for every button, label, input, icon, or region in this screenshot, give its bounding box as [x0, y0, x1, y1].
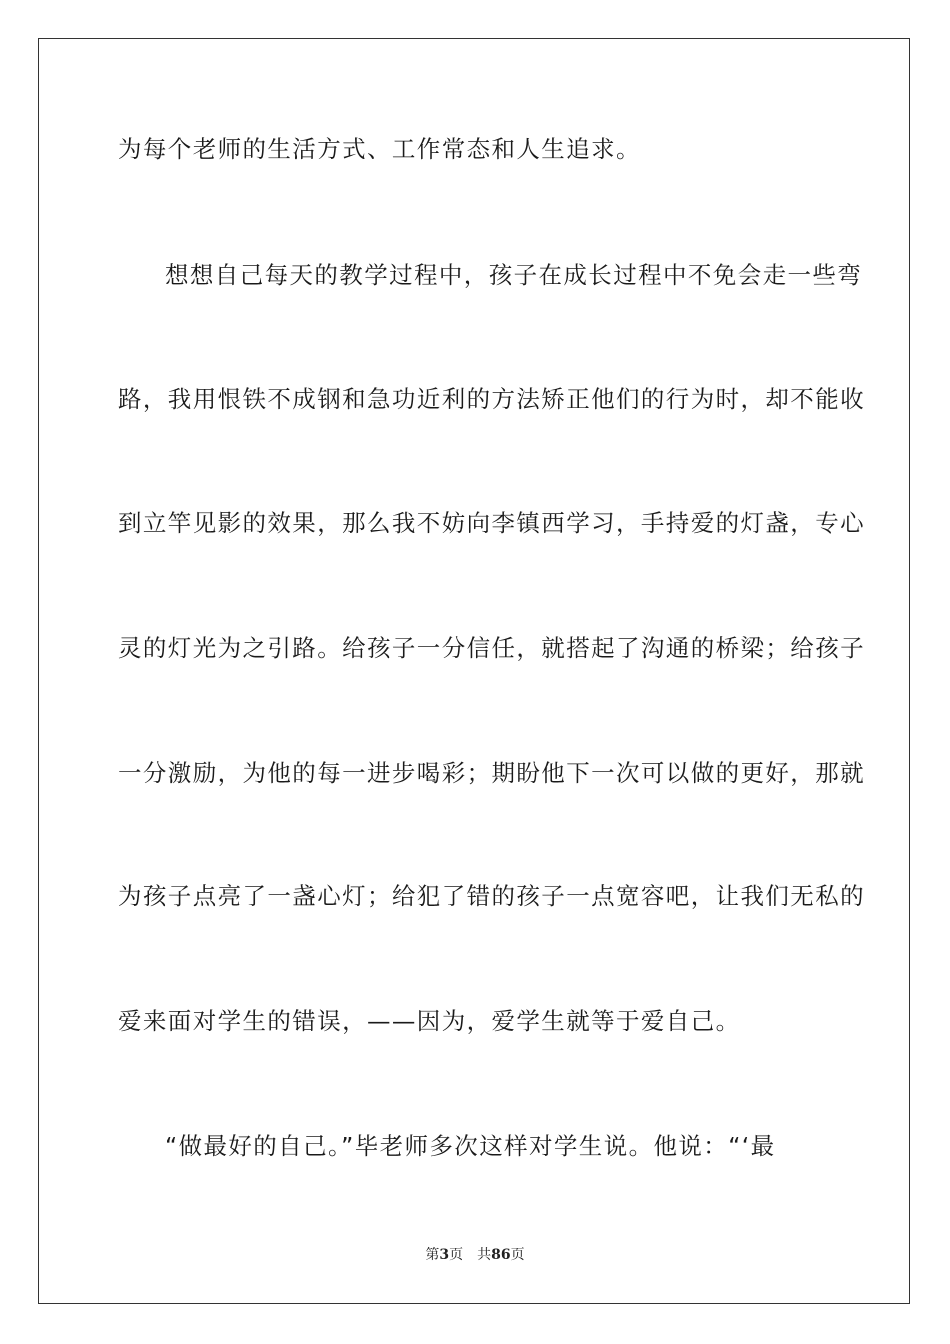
paragraph-line-2: 想想自己每天的教学过程中，孩子在成长过程中不免会走一些弯 [165, 261, 863, 289]
page-footer [0, 1246, 950, 1264]
paragraph-line-1: 为每个老师的生活方式、工作常态和人生追求。 [118, 135, 641, 163]
page-prefix: 第 [425, 1247, 440, 1263]
paragraph-line-5: 灵的灯光为之引路。给孩子一分信任，就搭起了沟通的桥梁；给孩子 [118, 634, 865, 662]
paragraph-line-6: 一分激励，为他的每一进步喝彩；期盼他下一次可以做的更好，那就 [118, 759, 865, 787]
total-prefix: 共 [477, 1247, 492, 1263]
total-suffix: 页 [510, 1247, 525, 1263]
paragraph-line-8: 爱来面对学生的错误，——因为，爱学生就等于爱自己。 [118, 1007, 741, 1035]
page-border [38, 38, 910, 1304]
paragraph-line-9: “做最好的自己。”毕老师多次这样对学生说。他说：“‘最 [165, 1132, 776, 1160]
page-number-current: 3 [439, 1247, 450, 1263]
paragraph-line-4: 到立竿见影的效果，那么我不妨向李镇西学习，手持爱的灯盏，专心 [118, 509, 865, 537]
paragraph-line-3: 路，我用恨铁不成钢和急功近利的方法矫正他们的行为时，却不能收 [118, 385, 865, 413]
page-number-total: 86 [491, 1247, 511, 1263]
page-label: 页 [449, 1247, 464, 1263]
paragraph-line-7: 为孩子点亮了一盏心灯；给犯了错的孩子一点宽容吧，让我们无私的 [118, 882, 865, 910]
